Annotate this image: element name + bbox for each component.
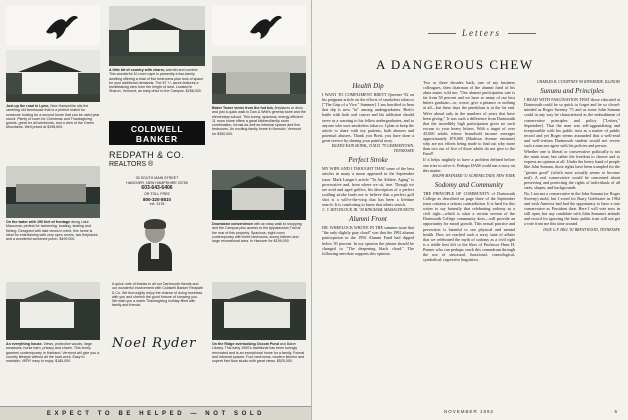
letters-column-1	[322, 80, 414, 400]
or-toll-free: OR TOLL FREE	[144, 192, 170, 196]
letter-signature: CHARLES R. COURTNEY '69 RIVERSIDE, ILLINOIS	[536, 80, 620, 84]
agent-signature: Noel Ryder	[112, 336, 197, 351]
letter-paragraph: THE PRINCIPLE OF COMMUNITY of Dartmouth College as described on page three of the September issue contains a serious contradiction. It is hard for this writer to say honestly that celebrating sodomy as a civil right—which is what a certain section of the Dartmouth College community does—will provide an opportunity for moral growth. This sexual practice and perversion is harmful to our physical and mental health. How we reached such a sorry state of affairs that we celebrated the myth of sodomy as a civil right is a riddle best left to the likes of Professor Hans H. Penner who can perhaps crack this conundrum through the use of structural, functional, cosmological, symbolical, regressive linguistics.	[423, 190, 515, 263]
ad-caption-lyme	[6, 104, 100, 156]
section-rule-left	[428, 33, 456, 34]
caption-text: along Lake Mascoma, perfect for swimming, boating, skating and fishing. Designed with lake views in mind, this home is ideal for entertaining with very open rooms, two fireplaces and a wonderful screened porch. $499,000.	[6, 220, 98, 242]
coldwell-text: COLDWELL	[130, 124, 184, 134]
property-photo-lyme	[6, 50, 100, 102]
caption-text: Views, protective woods, large meadows, horse barn, privacy and charm. This lovely gambrel contemporary in Hartland, Vermont will give you a country lifestyle without all the hard work. Easy to maintain, VERY easy to enjoy. $185,000.	[6, 342, 100, 364]
coldwell-banker-logo	[109, 121, 205, 145]
caption-bold: An everything house.	[6, 342, 43, 346]
letter-subhead: Sodomy and Community	[434, 180, 504, 189]
letter-paragraph: I WANT TO COMPLIMENT BRETT Queener '92 on his poignant article on the effects of smokeless tobacco ["The Grip of a Vice," Summer]. I am horrified to hear that dip is now "in" among undergraduates. Brett's battle with both oral cancer and his addiction should serve as a warning to his fellow undergraduates, and to anyone who uses smokeless tobacco. I plan to keep the article to share with my patients, both abusers and potential abusers. Thank you Brett, you have done a great service by sharing your painful story.	[322, 92, 414, 143]
caption-bold: Just up the road in Lyme,	[6, 104, 50, 108]
section-rule-right	[508, 33, 536, 34]
page-number: 5	[614, 409, 618, 414]
contact-block	[109, 176, 205, 207]
caption-text: New Hampshire sits the rambling old farmhouse that is a perfect match for someone looking for a second home that can be used year round. Plenty of room for Christmas and Thanksgiving guests, great for all weekends, and a view of the Green Mountains. Well priced at $198,600.	[6, 104, 100, 130]
letter-paragraph: No, I am not a conservative in the John Sununu (or Roger Sweeny) mold, but I voted for Barry Goldwater in 1964 and wish America had had the opportunity to have a true conservative as President then. Here I will vote now in still open, but any candidate with John Sununu's attitude and record for ignoring the basic public trust will not get a vote from me this time around.	[524, 190, 620, 227]
letter-subhead: Sununu and Principles	[540, 87, 604, 96]
property-photo-everything	[6, 282, 100, 340]
bird-icon	[248, 12, 284, 42]
caption-bold: On the Ridge overlooking Occom Pond	[212, 342, 279, 346]
ad-caption-sharon	[109, 68, 205, 118]
bird-icon	[44, 12, 80, 42]
agent-shirt	[151, 243, 159, 259]
letter-paragraph: MY WIFE AND I THOUGHT THAT some of the best articles in many a moon appeared in the September issue. Mark Langer's article "To An Athlete, Aging" is provocative and, from where we sit, true. Though we are avid and aged golfers, his description of a perfect sculling stroke leads me to believe that a perfect golf shot is a will-o-the-wisp that has been a lifetime search. It is comforting to know that others search.	[322, 166, 414, 207]
ad-caption-hanover	[212, 222, 306, 270]
letter-signature: RALPH MAYNARD '31 SCHENECTADY, NEW YORK	[432, 173, 515, 178]
property-photo-sharon	[109, 6, 205, 66]
ad-caption-occom	[212, 342, 306, 402]
caption-bold: Downtown convenience	[212, 222, 253, 226]
toll-free-number[interactable]: 800-320-8810	[142, 196, 172, 202]
letter-signature: JACK G.F. HILL '81 BRENTWOOD, TENNESSEE	[542, 227, 620, 232]
caption-text: and Baker Library. This early 1900's traditional has been lovingly renovated and is an exceptional home for a family. Formal and informal spaces. Four bedrooms, modern kitchen and superb first floor studio with great views. $525,000.	[212, 342, 305, 364]
letter-signature: C. V. HITCHCOCK JR. '38 HINGHAM, MASSACHUSETTS	[322, 208, 414, 213]
caption-bold: A little bit of country with charm,	[109, 68, 165, 72]
address-line-2: HANOVER, NEW HAMPSHIRE 03755	[126, 180, 188, 185]
ad-footer-slogan: EXPECT TO BE HELPED — NOT SOLD	[0, 406, 312, 420]
property-photo-norwich	[212, 56, 306, 104]
phone-number[interactable]: 603-643-6406	[141, 185, 173, 191]
extension: ext. 3178	[149, 202, 165, 206]
property-photo-occom	[212, 282, 306, 340]
ad-caption-everything	[6, 342, 100, 402]
issue-date: NOVEMBER 1992	[444, 409, 495, 414]
bird-logo-box-right	[212, 6, 306, 46]
agent-hair	[144, 219, 166, 229]
caption-bold: On the water with 150 feet of frontage	[6, 220, 71, 224]
letter-paragraph: DR. WHEELOCK WROTE IN THE summer issue that "the only slightly gray cloud" was that the 1992 alumni participation in the 1992 Alumni Fund had dipped below 50 percent. In my opinion the phrase should be changed to "The deepening black cloud." The following anecdote supports this opinion.	[322, 225, 414, 256]
letter-paragraph: Whether one is liberal or conservative politically is not the main issue, but rather the freedom to choose and to express an opinion at all. Under the heavy hand of people like John Sununu, those rights have been trampled for the "greater good" (which most actually seems to become real). A real conservative would be concerned about preserving and protecting the rights of individuals of all sizes, shapes, and backgrounds.	[524, 149, 620, 190]
address-line-1: 35 SOUTH MAIN STREET	[135, 176, 179, 180]
letter-signature: EILEEN KAIN SEJPAL, D.M.D. '79 GERMANTOWN, TENNESSEE	[331, 144, 414, 154]
property-photo-lake	[6, 166, 100, 218]
caption-text: fireplaces or deck and just a quick walk to Dan & Whit's general store and the elementary school. This sunny, spacious, energy efficient 11 room home offers a great kitchen/family room combination, formal as well as informal spaces and five bedrooms. An exciting family home in Norwich, Vermont for $350,000.	[212, 106, 306, 136]
letters-page	[312, 0, 628, 420]
property-photo-hanover	[212, 170, 306, 220]
ad-caption-norwich	[212, 106, 306, 164]
agent-portrait	[135, 217, 175, 271]
advertisement-page	[0, 0, 312, 420]
letter-subhead: Health Dip	[352, 82, 384, 90]
ad-caption-lake	[6, 220, 100, 272]
caption-bold: Baker Tower views from the hot tub,	[212, 106, 274, 110]
letter-subhead: Perfect Stroke	[348, 156, 388, 165]
caption-text: warmth and comfort. This wonderful 10 room cape is presently a two-family dwelling offering a total of five bedrooms plus tons of space for your additional demands. The 87 +/- acres features a breathtaking view from the height of land. Located in Sharon, Vermont, an easy drive to the Campus. $256,000.	[109, 68, 204, 94]
agent-thanks-note: A quick note of thanks to all our Dartmouth friends and our wonderful involvement with Coldwell Banker Redpath & Co. We thoroughly enjoy the chance of doing business with you and cherish the good fortune of knowing you. We wish you a warm Thanksgiving holiday filled with family and friends.	[112, 282, 203, 308]
letters-column-3	[524, 80, 620, 400]
article-title: A DANGEROUS CHEW	[376, 57, 534, 72]
letters-column-2	[423, 80, 515, 400]
banker-text: BANKER	[135, 134, 179, 144]
letter-paragraph: I READ WITH FASCINATION THAT those educated at Dartmouth could be so quick to forget and be so closed-minded as Roger Sweeny '71 and as some John Sununu could in any way be characterized as the embodiment of conservative principles and policy ["Letters," September]. That the man was self-aggrandizing and irresponsible with his public trust as a matter of public record and yet Roger seems astounded that a well-read and well-written Dartmouth student would not revere such a man nor agree with his policies and person.	[524, 97, 620, 149]
realtors-text: REALTORS ®	[109, 161, 154, 168]
caption-text: with an easy walk to shopping and the Campus plus access to the Appalachian Trail at the rear of this property. Spacious, eight room contemporary with three bedrooms, sunny kitchen and large recreational area. In Hanover for $199,000.	[212, 222, 302, 244]
letter-paragraph: Two or three decades back, one of my business colleagues, then chairman of the alumni fund of his alma mater, told me, "Our alumni participation rate is far from 50 percent and we have so many of our best hitters graduate—or, worse, give a pittance or nothing at all—but these days the pendulum is at the far end. We're ahead only in the numbers of years that have been giving." It was such a difference from Dartmouth that the incredibly high participation gives no such excuse to your heavy hitters. With a target of over 45,000 adults whose household income averages approximately $70,000 (Madison Avenue estimate) why are not efforts being made to find out why more than two out of five of those adults do not give to the Fund?	[423, 80, 515, 157]
redpath-name: REDPATH & CO.	[109, 150, 185, 160]
bird-logo-box	[6, 6, 100, 46]
section-title: Letters	[462, 28, 502, 38]
letter-subhead: Alumni Front	[349, 215, 387, 224]
letter-paragraph: If it helps mightily to have a problem defined before one tries to solve it. Perhaps DAM could run a story on this matter.	[423, 157, 515, 173]
